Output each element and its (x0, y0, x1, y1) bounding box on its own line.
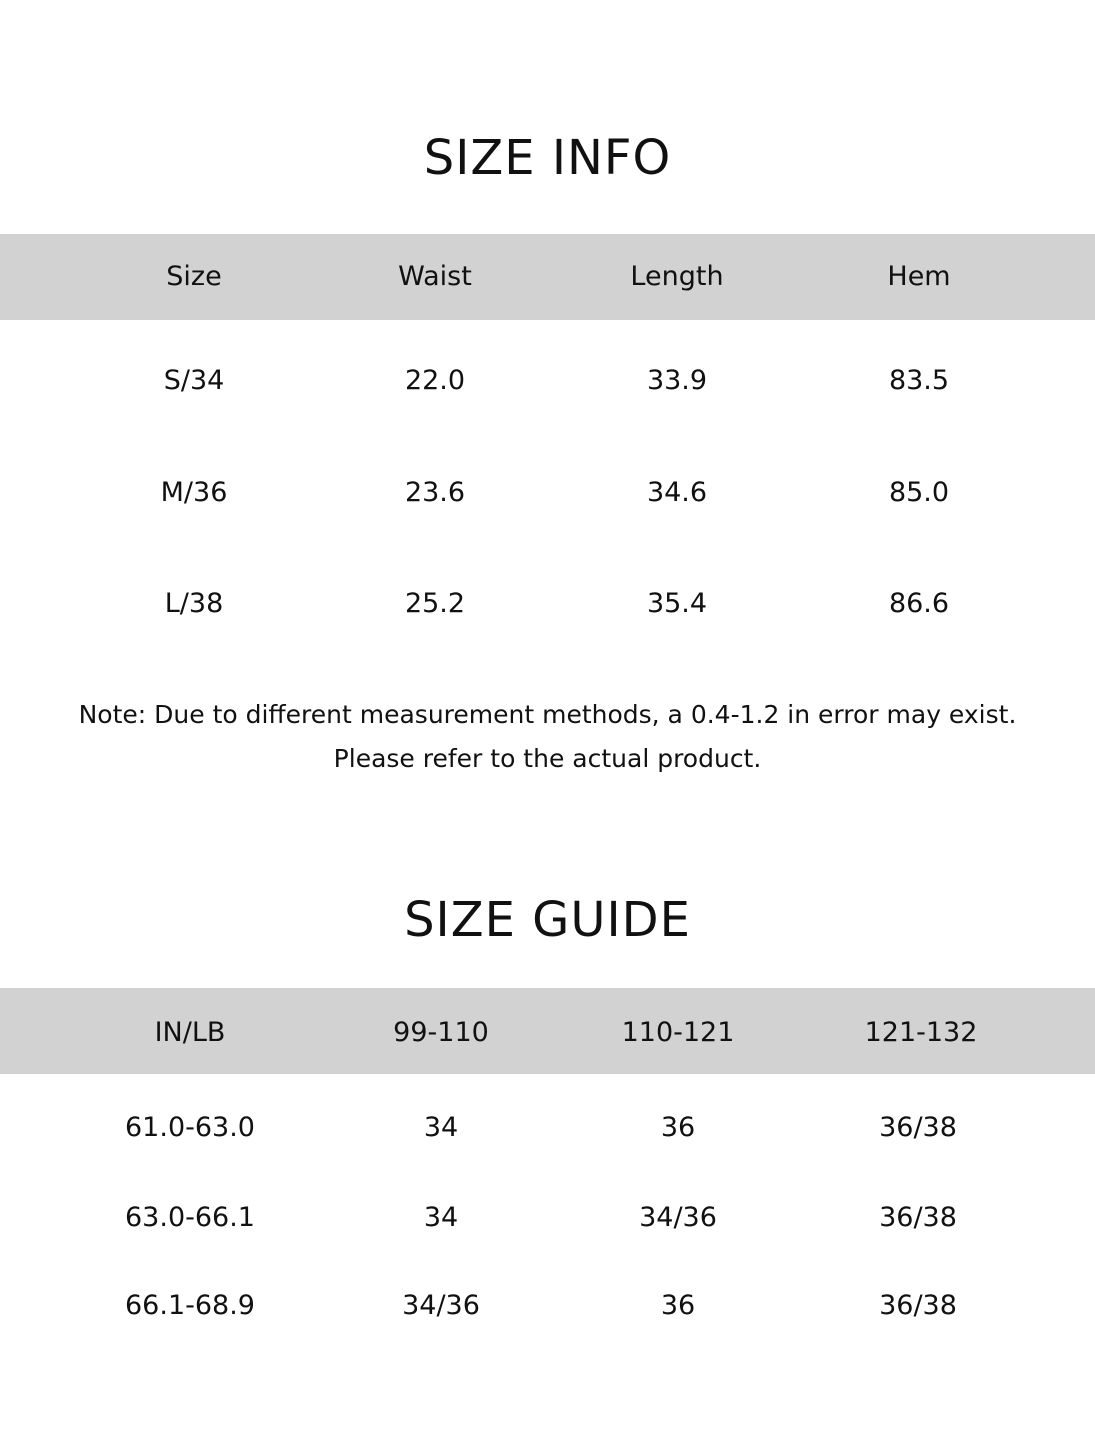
measurement-note-line1: Note: Due to different measurement methods, a 0.4-1.2 in error may exist. (78, 700, 1017, 729)
size-guide-cell-size: 34/36 (639, 1202, 717, 1233)
size-info-cell-waist: 25.2 (404, 588, 466, 619)
size-guide-cell-height: 66.1-68.9 (125, 1290, 255, 1321)
size-guide-header-weight-range: 99-110 (393, 1017, 489, 1048)
size-guide-cell-size: 34 (423, 1112, 459, 1143)
size-info-title: SIZE INFO (423, 130, 672, 186)
size-guide-cell-height: 61.0-63.0 (125, 1112, 255, 1143)
size-info-header-hem: Hem (887, 261, 951, 292)
size-guide-header-weight-range: 121-132 (864, 1017, 978, 1048)
size-info-header-length: Length (630, 261, 724, 292)
size-info-header-waist: Waist (398, 261, 472, 292)
size-guide-cell-size: 36/38 (879, 1112, 957, 1143)
size-guide-cell-size: 36 (660, 1112, 696, 1143)
size-guide-cell-size: 36/38 (879, 1202, 957, 1233)
size-guide-cell-size: 34 (423, 1202, 459, 1233)
measurement-note (0, 693, 1095, 781)
size-info-cell-hem: 86.6 (888, 588, 950, 619)
size-info-cell-hem: 83.5 (888, 365, 950, 396)
size-info-header-size: Size (166, 261, 222, 292)
size-guide-cell-size: 36 (660, 1290, 696, 1321)
size-info-cell-size: M/36 (160, 477, 228, 508)
size-guide-header-weight-range: 110-121 (621, 1017, 735, 1048)
size-info-cell-waist: 23.6 (404, 477, 466, 508)
size-info-cell-waist: 22.0 (404, 365, 466, 396)
size-info-cell-length: 35.4 (646, 588, 708, 619)
size-info-cell-size: L/38 (164, 588, 224, 619)
size-guide-title: SIZE GUIDE (404, 892, 691, 948)
size-info-cell-length: 34.6 (646, 477, 708, 508)
size-guide-cell-size: 34/36 (402, 1290, 480, 1321)
size-guide-header-height-weight: IN/LB (154, 1017, 226, 1048)
measurement-note-line2: Please refer to the actual product. (333, 744, 762, 773)
size-info-cell-hem: 85.0 (888, 477, 950, 508)
size-info-cell-length: 33.9 (646, 365, 708, 396)
size-info-cell-size: S/34 (163, 365, 225, 396)
size-guide-cell-height: 63.0-66.1 (125, 1202, 255, 1233)
size-guide-cell-size: 36/38 (879, 1290, 957, 1321)
